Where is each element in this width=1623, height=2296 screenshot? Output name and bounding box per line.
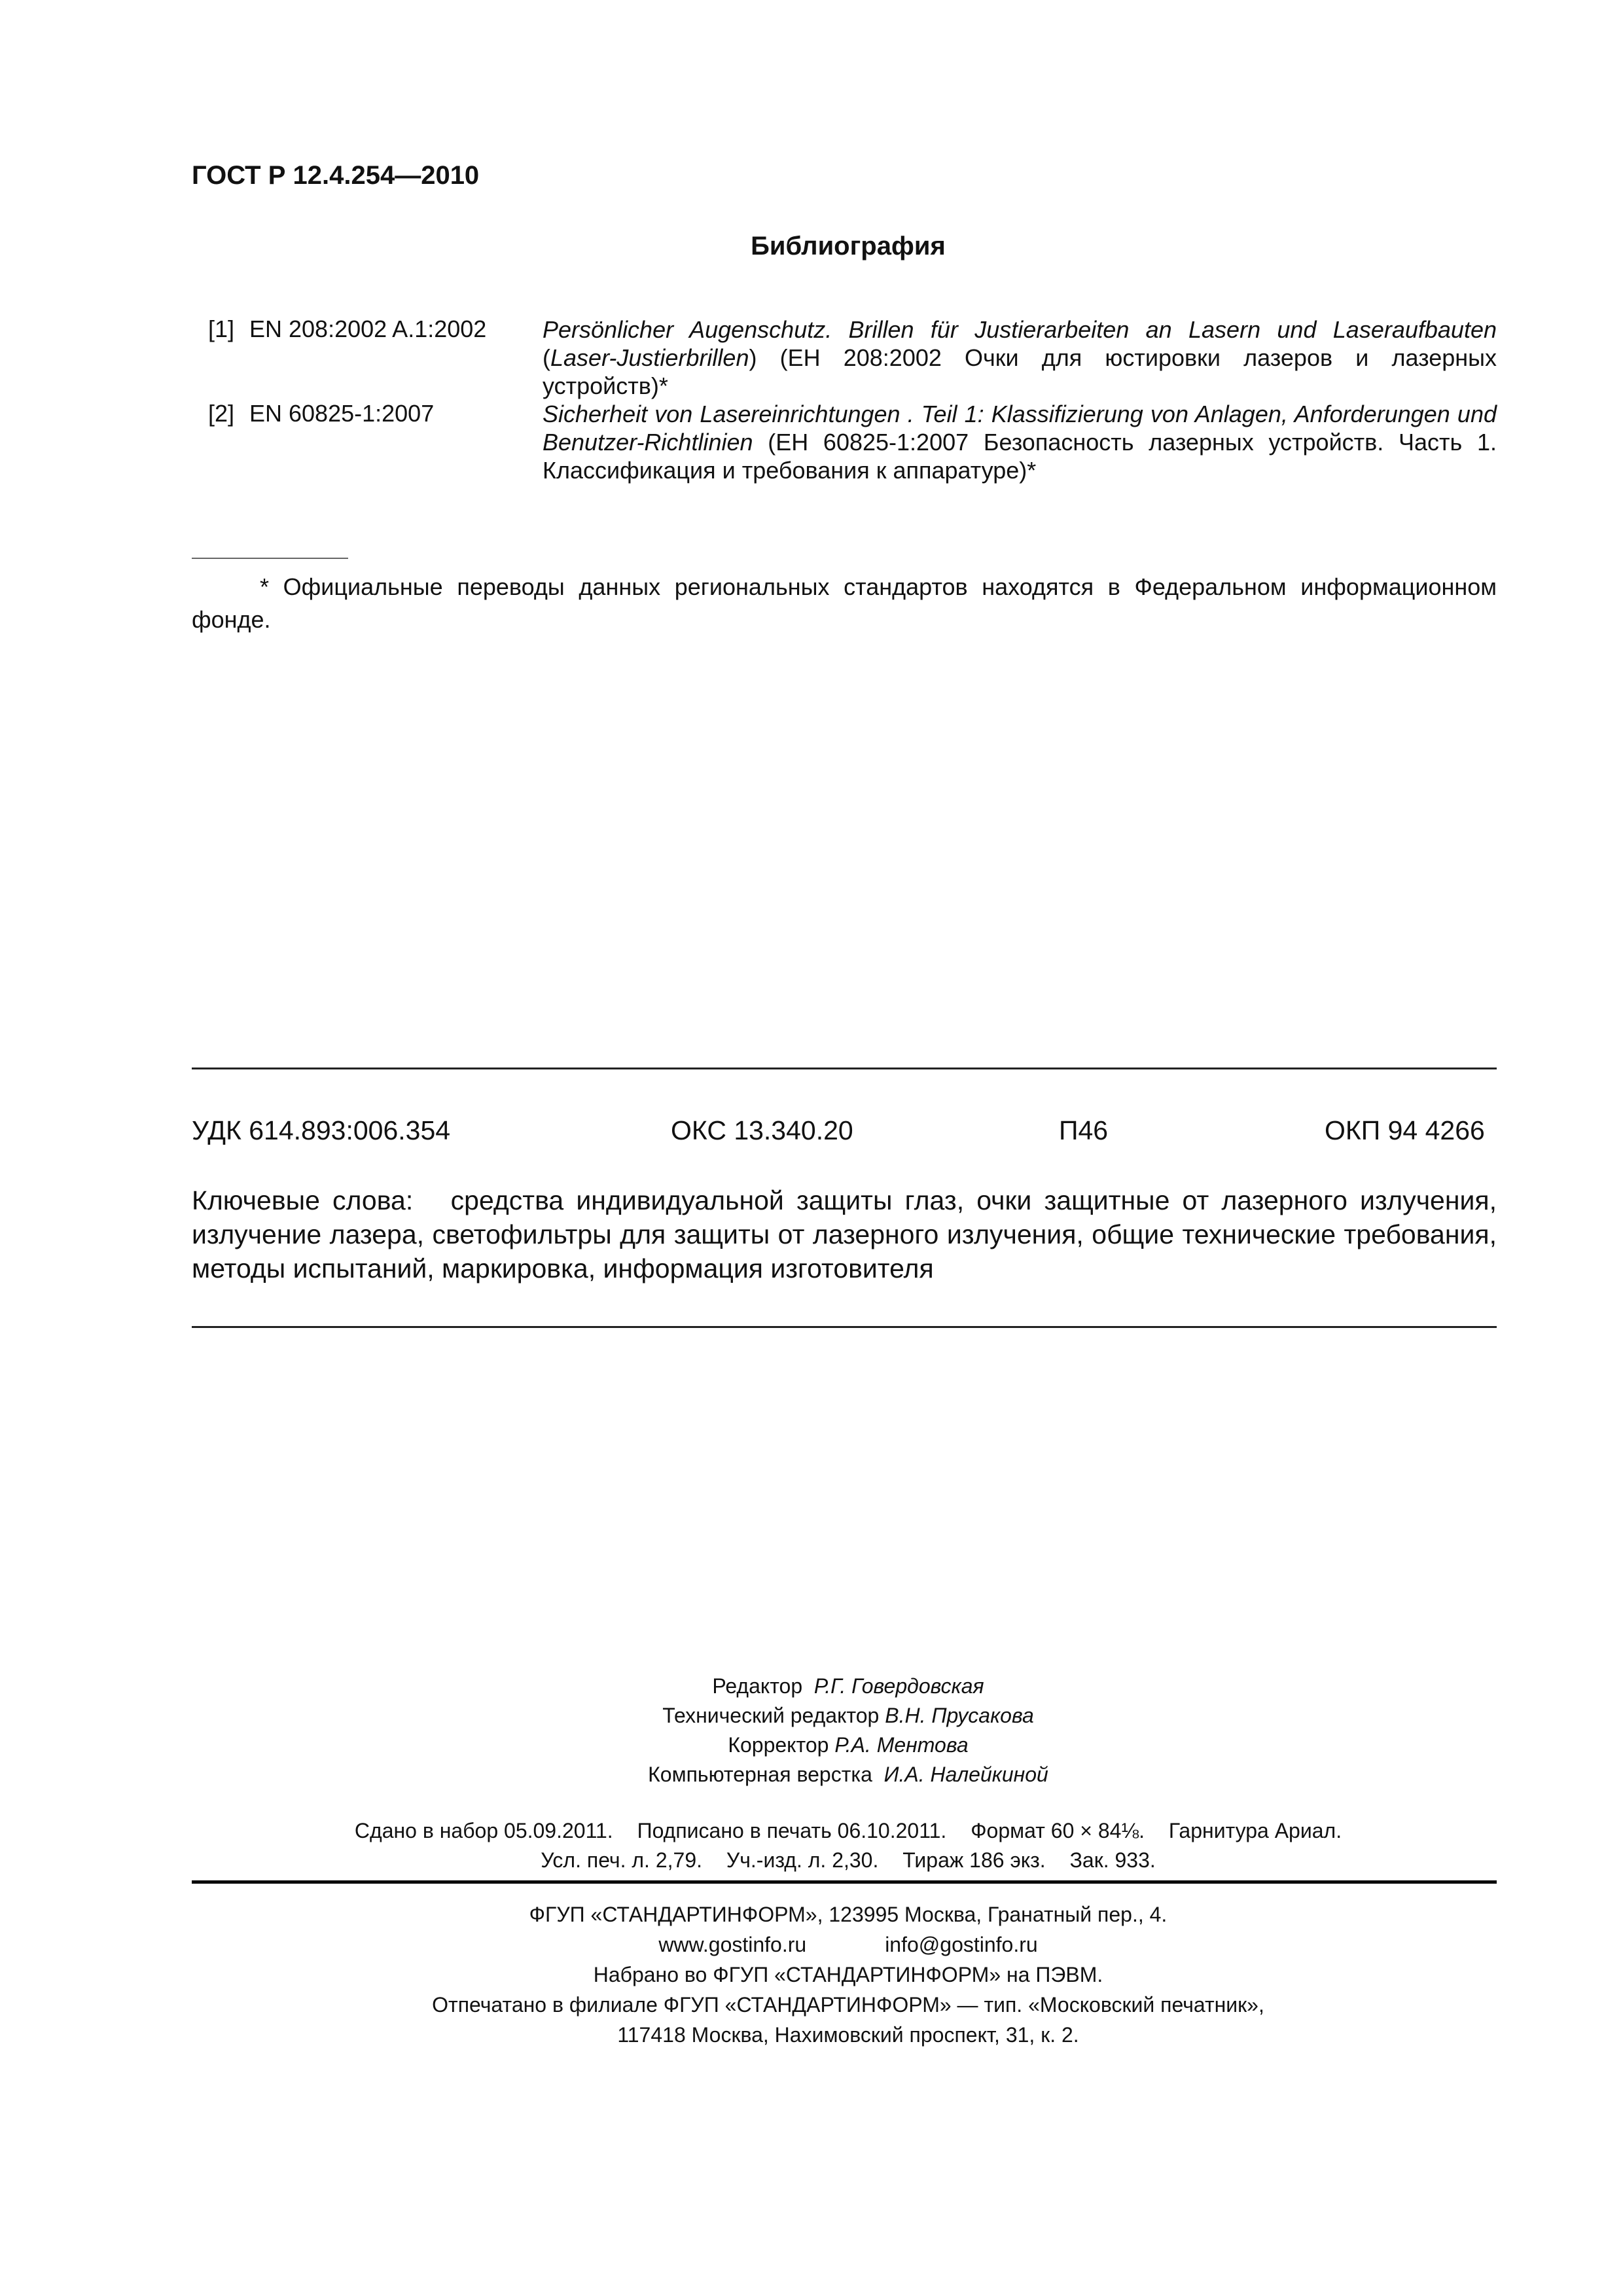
credit-line <box>0 1672 1623 1701</box>
print-info-item: Зак. 933. <box>1069 1848 1156 1872</box>
credit-role: Корректор <box>728 1733 829 1757</box>
credit-name: Р.А. Ментова <box>834 1733 969 1757</box>
credit-role: Технический редактор <box>662 1704 880 1727</box>
publisher-address: ФГУП «СТАНДАРТИНФОРМ», 123995 Москва, Гранатный пер., 4. <box>529 1903 1168 1926</box>
credit-line <box>0 1760 1623 1789</box>
print-info-item: Подписано в печать 06.10.2011. <box>637 1819 947 1842</box>
publisher-contacts <box>0 1929 1623 1960</box>
entry-title: Sicherheit von Lasereinrichtungen . Teil 1: Klassifizierung von Anlagen, Anforderungen und Benutzer-Richtlinien <box>543 401 1497 456</box>
footnote-separator <box>192 558 348 559</box>
p-code: П46 <box>1059 1115 1109 1145</box>
bibliography-entry-text: Persönlicher Augenschutz. Brillen für Justierarbeiten an Lasern und Laseraufbauten (Laser-Justierbrillen) (ЕН 208:2002 Очки для юстировки лазеров и лазерных устройств)* <box>543 316 1497 399</box>
bibliography-title: Библиография <box>751 232 946 260</box>
print-info-line <box>0 1816 1623 1846</box>
credit-role: Редактор <box>712 1674 803 1698</box>
keywords <box>192 1183 1497 1285</box>
entry-translation: ) (ЕН 208:2002 Очки для юстировки лазеров и лазерных устройств)* <box>543 344 1497 399</box>
keywords-text: средства индивидуальной защиты глаз, очки защитные от лазерного излучения, излучение лазера, светофильтры для защиты от лазерного излучения, общие технические требования, методы испытаний, маркировка, информация изготовителя <box>192 1185 1497 1283</box>
credit-name: Р.Г. Говердовская <box>813 1674 984 1698</box>
publisher-website: www.gostinfo.ru <box>658 1933 807 1956</box>
bibliography-entry-code: EN 60825-1:2007 <box>249 400 435 427</box>
credit-line <box>0 1731 1623 1760</box>
print-info-item: Формат 60 × 84⅛. <box>971 1819 1145 1842</box>
print-info-item: Уч.-изд. л. 2,30. <box>726 1848 879 1872</box>
publisher-email: info@gostinfo.ru <box>885 1933 1038 1956</box>
credits <box>0 1672 1623 1789</box>
bibliography-entry-text <box>543 400 1497 484</box>
footnote: * Официальные переводы данных региональных стандартов находятся в Федеральном информационном фонде. <box>192 573 1497 633</box>
entry-title: Persönlicher Augenschutz. Brillen für Justierarbeiten an Lasern und Laseraufbauten <box>543 316 1497 343</box>
entry-translation: (ЕН 60825-1:2007 Безопасность лазерных устройств. Часть 1. Классификация и требования к аппаратуре)* <box>543 429 1497 484</box>
divider-thick <box>192 1880 1497 1884</box>
publisher-printed: Отпечатано в филиале ФГУП «СТАНДАРТИНФОРМ» — тип. «Московский печатник», <box>432 1993 1264 2017</box>
bibliography-entry-code: EN 208:2002 A.1:2002 <box>249 315 487 342</box>
print-info-item: Усл. печ. л. 2,79. <box>541 1848 702 1872</box>
print-info-line <box>0 1846 1623 1875</box>
credit-name: И.А. Налейкиной <box>883 1763 1048 1786</box>
credit-line <box>0 1701 1623 1731</box>
oks-code: ОКС 13.340.20 <box>671 1115 853 1145</box>
bibliography-entry-number: [1] <box>208 315 235 342</box>
print-info <box>0 1816 1623 1875</box>
print-info-item: Тираж 186 экз. <box>902 1848 1046 1872</box>
udk-code: УДК 614.893:006.354 <box>192 1115 451 1145</box>
document-code: ГОСТ Р 12.4.254—2010 <box>192 161 480 190</box>
publisher-typeset: Набрано во ФГУП «СТАНДАРТИНФОРМ» на ПЭВМ. <box>593 1963 1103 1986</box>
entry-paren-title: Laser-Justierbrillen <box>550 344 749 371</box>
bibliography-entry-number: [2] <box>208 400 235 427</box>
divider <box>192 1326 1497 1328</box>
print-info-item: Гарнитура Ариал. <box>1168 1819 1342 1842</box>
publisher-info <box>0 1899 1623 2050</box>
divider <box>192 1067 1497 1069</box>
credit-name: В.Н. Прусакова <box>885 1704 1034 1727</box>
print-info-item: Сдано в набор 05.09.2011. <box>354 1819 613 1842</box>
keywords-label: Ключевые слова: <box>192 1185 414 1215</box>
credit-role: Компьютерная верстка <box>648 1763 872 1786</box>
publisher-print-address: 117418 Москва, Нахимовский проспект, 31, к. 2. <box>617 2023 1079 2047</box>
okp-code: ОКП 94 4266 <box>1325 1115 1485 1145</box>
